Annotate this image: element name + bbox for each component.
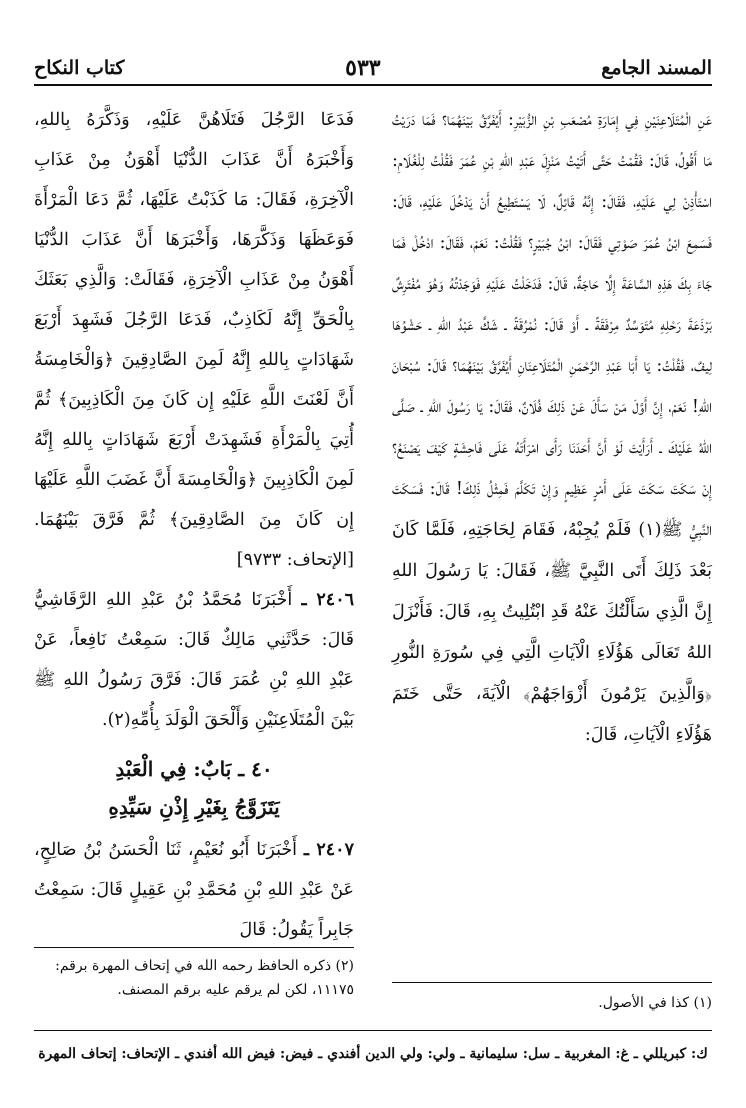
hadith-2407-number: ٢٤٠٧ ـ [303, 840, 354, 860]
hadith-2406-number: ٢٤٠٦ ـ [301, 590, 354, 610]
chapter-heading [34, 750, 354, 826]
hadith-2406-text: أَخْبَرَنَا مُحَمَّدُ بْنُ عَبْدِ اللهِ الرَّقَاشِيُّ قَالَ: حَدَّثَنِي مَالِكٌ قَالَ: سَمِعْتُ نَافِعاً، عَنْ عَبْدِ اللهِ بْنِ عُمَرَ قَالَ: فَرَّقَ رَسُولُ اللهِ ﷺ بَيْنَ الْمُتَلَاعِنَيْنِ وَأَلْحَقَ الْوَلَدَ بِأُمِّهِ(٢). [34, 590, 354, 730]
abbreviations-divider [34, 1030, 712, 1031]
chapter-heading-line2: يَتَزَوَّجُ بِغَيْرِ إِذْنِ سَيِّدِهِ [108, 795, 280, 819]
chapter-heading-line1: ٤٠ ـ بَابٌ: فِي الْعَبْدِ [115, 757, 273, 781]
left-column [34, 100, 354, 940]
left-column-text: فَدَعَا الرَّجُلَ فَتَلَاهُنَّ عَلَيْهِ، وَذَكَّرَهُ بِاللهِ، وَأَخْبَرَهُ أَنَّ عَذَابَ الدُّنْيَا أَهْوَنُ مِنْ عَذَابِ الْآخِرَةِ، فَقَالَ: مَا كَذَبْتُ عَلَيْهَا، ثُمَّ دَعَا الْمَرْأَةَ فَوَعَظَهَا وَذَكَّرَهَا، وَأَخْبَرَهَا أَنَّ عَذَابَ الدُّنْيَا أَهْوَنُ مِنْ عَذَابِ الْآخِرَةِ، فَقَالَتْ: وَالَّذِي بَعَثَكَ بِالْحَقِّ إِنَّهُ لَكَاذِبٌ، فَدَعَا الرَّجُلَ فَشَهِدَ أَرْبَعَ شَهَادَاتٍ بِاللهِ إِنَّهُ لَمِنَ الصَّادِقِينَ ﴿وَالْخَامِسَةُ أَنَّ لَعْنَتَ اللَّهِ عَلَيْهِ إِن كَانَ مِنَ الْكَاذِبِينَ﴾ ثُمَّ أُتِيَ بِالْمَرْأَةِ فَشَهِدَتْ أَرْبَعَ شَهَادَاتٍ بِاللهِ إِنَّهُ لَمِنَ الْكَاذِبِينَ ﴿وَالْخَامِسَةَ أَنَّ غَضَبَ اللَّهِ عَلَيْهَا إِن كَانَ مِنَ الصَّادِقِينَ﴾ ثُمَّ فَرَّقَ بَيْنَهُمَا. [الإتحاف: ٩٧٣٣] [34, 110, 354, 570]
book-title: المسند الجامع [601, 57, 712, 79]
footnote-left: (٢) ذكره الحافظ رحمه الله في إتحاف المهرة برقم: ١١١٧٥، لكن لم يرقم عليه برقم المصنف. [34, 947, 354, 1002]
manuscript-abbreviations: ك: كبريللي ـ غ: المغربية ـ سل: سليمانية ـ ولي: ولي الدين أفندي ـ فيض: فيض الله أفندي ـ الإتحاف: إتحاف المهرة [38, 1046, 708, 1062]
page-number: ٥٣٣ [345, 55, 381, 81]
page-header [34, 52, 712, 86]
hadith-2407-text: أَخْبَرَنَا أَبُو نُعَيْمٍ، ثَنَا الْحَسَنُ بْنُ صَالِحٍ، عَنْ عَبْدِ اللهِ بْنِ مُحَمَّدِ بْنِ عَقِيلٍ قَالَ: سَمِعْتُ جَابِراً يَقُولُ: قَالَ [34, 840, 354, 940]
chapter-title: كتاب النكاح [34, 57, 125, 79]
footnote-right: (١) كذا في الأصول. [392, 982, 712, 1015]
hadith-2406 [34, 580, 354, 740]
hadith-2407 [34, 830, 354, 950]
right-column-text: عَنِ الْمُتَلَاعِنَيْنِ فِي إِمَارَةِ مُصْعَبِ بْنِ الزُّبَيْرِ: أَيُفَرَّقُ بَيْنَهُمَا؟ فَمَا دَرَيْتُ مَا أَقُولُ، قَالَ: فَقُمْتُ حَتَّى أَتَيْتُ مَنْزِلَ عَبْدِ اللهِ بْنِ عُمَرَ فَقُلْتُ لِلْغُلَامِ: اسْتَأْذِنْ لِي عَلَيْهِ، فَقَالَ: إِنَّهُ قَائِلٌ، لَا يَسْتَطِيعُ أَنْ يَدْخُلَ عَلَيْهِ، قَالَ: فَسَمِعَ ابْنُ عُمَرَ صَوْتِي فَقَالَ: ابْنُ جُبَيْرٍ؟ فَقُلْتُ: نَعَمْ، فَقَالَ: ادْخُلْ فَمَا جَاءَ بِكَ هَذِهِ السَّاعَةَ إِلَّا حَاجَةٌ، قَالَ: فَدَخَلْتُ عَلَيْهِ فَوَجَدْتُهُ وَهُوَ مُفْتَرِشٌ بَرْذَعَةَ رَحْلِهِ مُتَوَسِّدٌ مِرْفَقَةً ـ أَوْ قَالَ: نُمْرُقَةً ـ شَكَّ عَبْدُ اللهِ ـ حَشْوُهَا لِيفٌ، فَقُلْتُ: يَا أَبَا عَبْدِ الرَّحْمَنِ الْمُتَلَاعِنَانِ أَيُفَرَّقُ بَيْنَهُمَا؟ قَالَ: سُبْحَانَ اللهِ! نَعَمْ، إِنَّ أَوَّلَ مَنْ سَأَلَ عَنْ ذَلِكَ فُلَانٌ، فَقَالَ: يَا رَسُولَ اللهِ ـ صَلَّى اللهُ عَلَيْكَ ـ أَرَأَيْتَ لَوْ أَنَّ أَحَدَنَا رَأَى امْرَأَتَهُ عَلَى فَاحِشَةٍ كَيْفَ يَصْنَعُ؟ إِنْ سَكَتَ سَكَتَ عَلَى أَمْرٍ عَظِيمٍ وَإِنْ تَكَلَّمَ فَمِثْلُ ذَلِكَ! قَالَ: فَسَكَتَ النَّبِيُّ ﷺ(١) فَلَمْ يُجِبْهُ، فَقَامَ لِحَاجَتِهِ، فَلَمَّا كَانَ بَعْدَ ذَلِكَ أَتَى النَّبِيَّ ﷺ، فَقَالَ: يَا رَسُولَ اللهِ إِنَّ الَّذِي سَأَلْتُكَ عَنْهُ قَدِ ابْتُلِيتُ بِهِ، قَالَ: فَأَنْزَلَ اللهُ تَعَالَى هَؤُلَاءِ الْآيَاتِ الَّتِي فِي سُورَةِ النُّورِ ﴿وَالَّذِينَ يَرْمُونَ أَزْوَاجَهُمْ﴾ الْآيَةَ، حَتَّى خَتَمَ هَؤُلَاءِ الْآيَاتِ، قَالَ: [392, 110, 712, 745]
text-columns [34, 100, 712, 940]
right-column [392, 100, 712, 745]
